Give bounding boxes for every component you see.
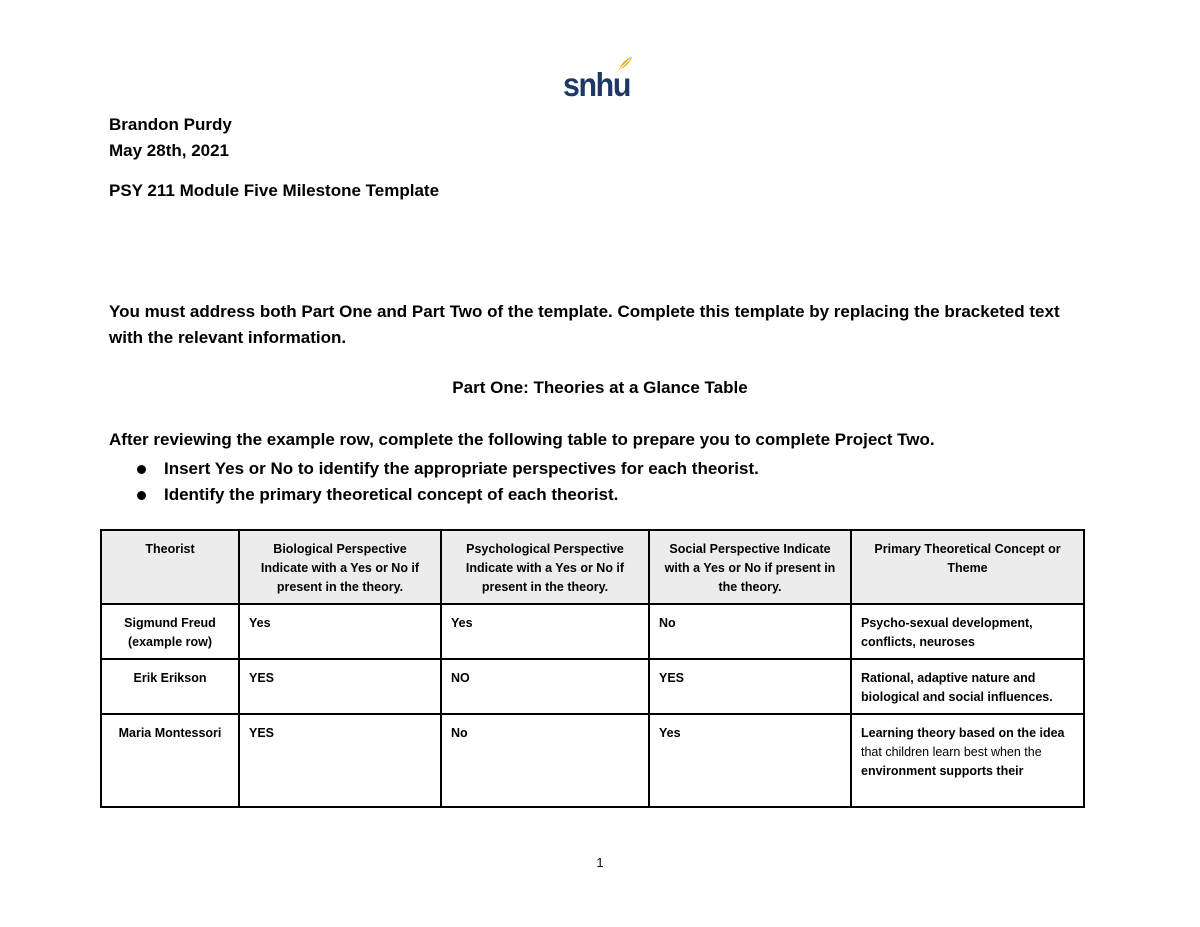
review-instructions: After reviewing the example row, complete the following table to prepare you to complete Project Two. — [109, 430, 935, 449]
header-psychological: Psychological Perspective Indicate with a Yes or No if present in the theory. — [441, 530, 649, 604]
theorist-cell: Maria Montessori — [101, 714, 239, 807]
header-theorist: Theorist — [101, 530, 239, 604]
psychological-cell: NO — [441, 659, 649, 714]
leaf-logo-icon — [617, 56, 633, 72]
document-title: PSY 211 Module Five Milestone Template — [109, 181, 440, 200]
psychological-cell: Yes — [441, 604, 649, 659]
document-date: May 28th, 2021 — [109, 141, 230, 160]
concept-cell — [851, 714, 1084, 807]
bullet-list — [137, 456, 759, 508]
author-name: Brandon Purdy — [109, 115, 232, 134]
header-social: Social Perspective Indicate with a Yes or No if present in the theory. — [649, 530, 851, 604]
header-concept: Primary Theoretical Concept or Theme — [851, 530, 1084, 604]
concept-text-normal: that children learn best when the — [861, 745, 1042, 759]
biological-cell: Yes — [239, 604, 441, 659]
snhu-logo — [563, 56, 635, 108]
theorist-cell: Sigmund Freud (example row) — [101, 604, 239, 659]
concept-text-bold: Learning theory based on the idea — [861, 726, 1065, 740]
concept-cell: Rational, adaptive nature and biological and social influences. — [851, 659, 1084, 714]
theorist-cell: Erik Erikson — [101, 659, 239, 714]
table-row — [101, 714, 1084, 807]
social-cell: No — [649, 604, 851, 659]
table-row — [101, 659, 1084, 714]
header-biological: Biological Perspective Indicate with a Yes or No if present in the theory. — [239, 530, 441, 604]
logo-text: snhu — [563, 66, 631, 103]
instructions-paragraph: You must address both Part One and Part Two of the template. Complete this template by replacing the bracketed text with the relevant information. — [109, 302, 1060, 347]
bullet-text: Insert Yes or No to identify the appropriate perspectives for each theorist. — [164, 459, 759, 478]
table-row — [101, 604, 1084, 659]
bullet-icon — [137, 465, 146, 474]
page-number: 1 — [596, 855, 604, 870]
theories-table — [100, 529, 1085, 808]
bullet-text: Identify the primary theoretical concept of each theorist. — [164, 485, 619, 504]
concept-text-tail: environment supports their — [861, 764, 1024, 778]
psychological-cell: No — [441, 714, 649, 807]
bullet-icon — [137, 491, 146, 500]
concept-cell: Psycho-sexual development, conflicts, neuroses — [851, 604, 1084, 659]
social-cell: YES — [649, 659, 851, 714]
biological-cell: YES — [239, 659, 441, 714]
social-cell: Yes — [649, 714, 851, 807]
biological-cell: YES — [239, 714, 441, 807]
table-header-row — [101, 530, 1084, 604]
list-item — [137, 482, 759, 508]
part-one-title: Part One: Theories at a Glance Table — [452, 378, 748, 397]
list-item — [137, 456, 759, 482]
